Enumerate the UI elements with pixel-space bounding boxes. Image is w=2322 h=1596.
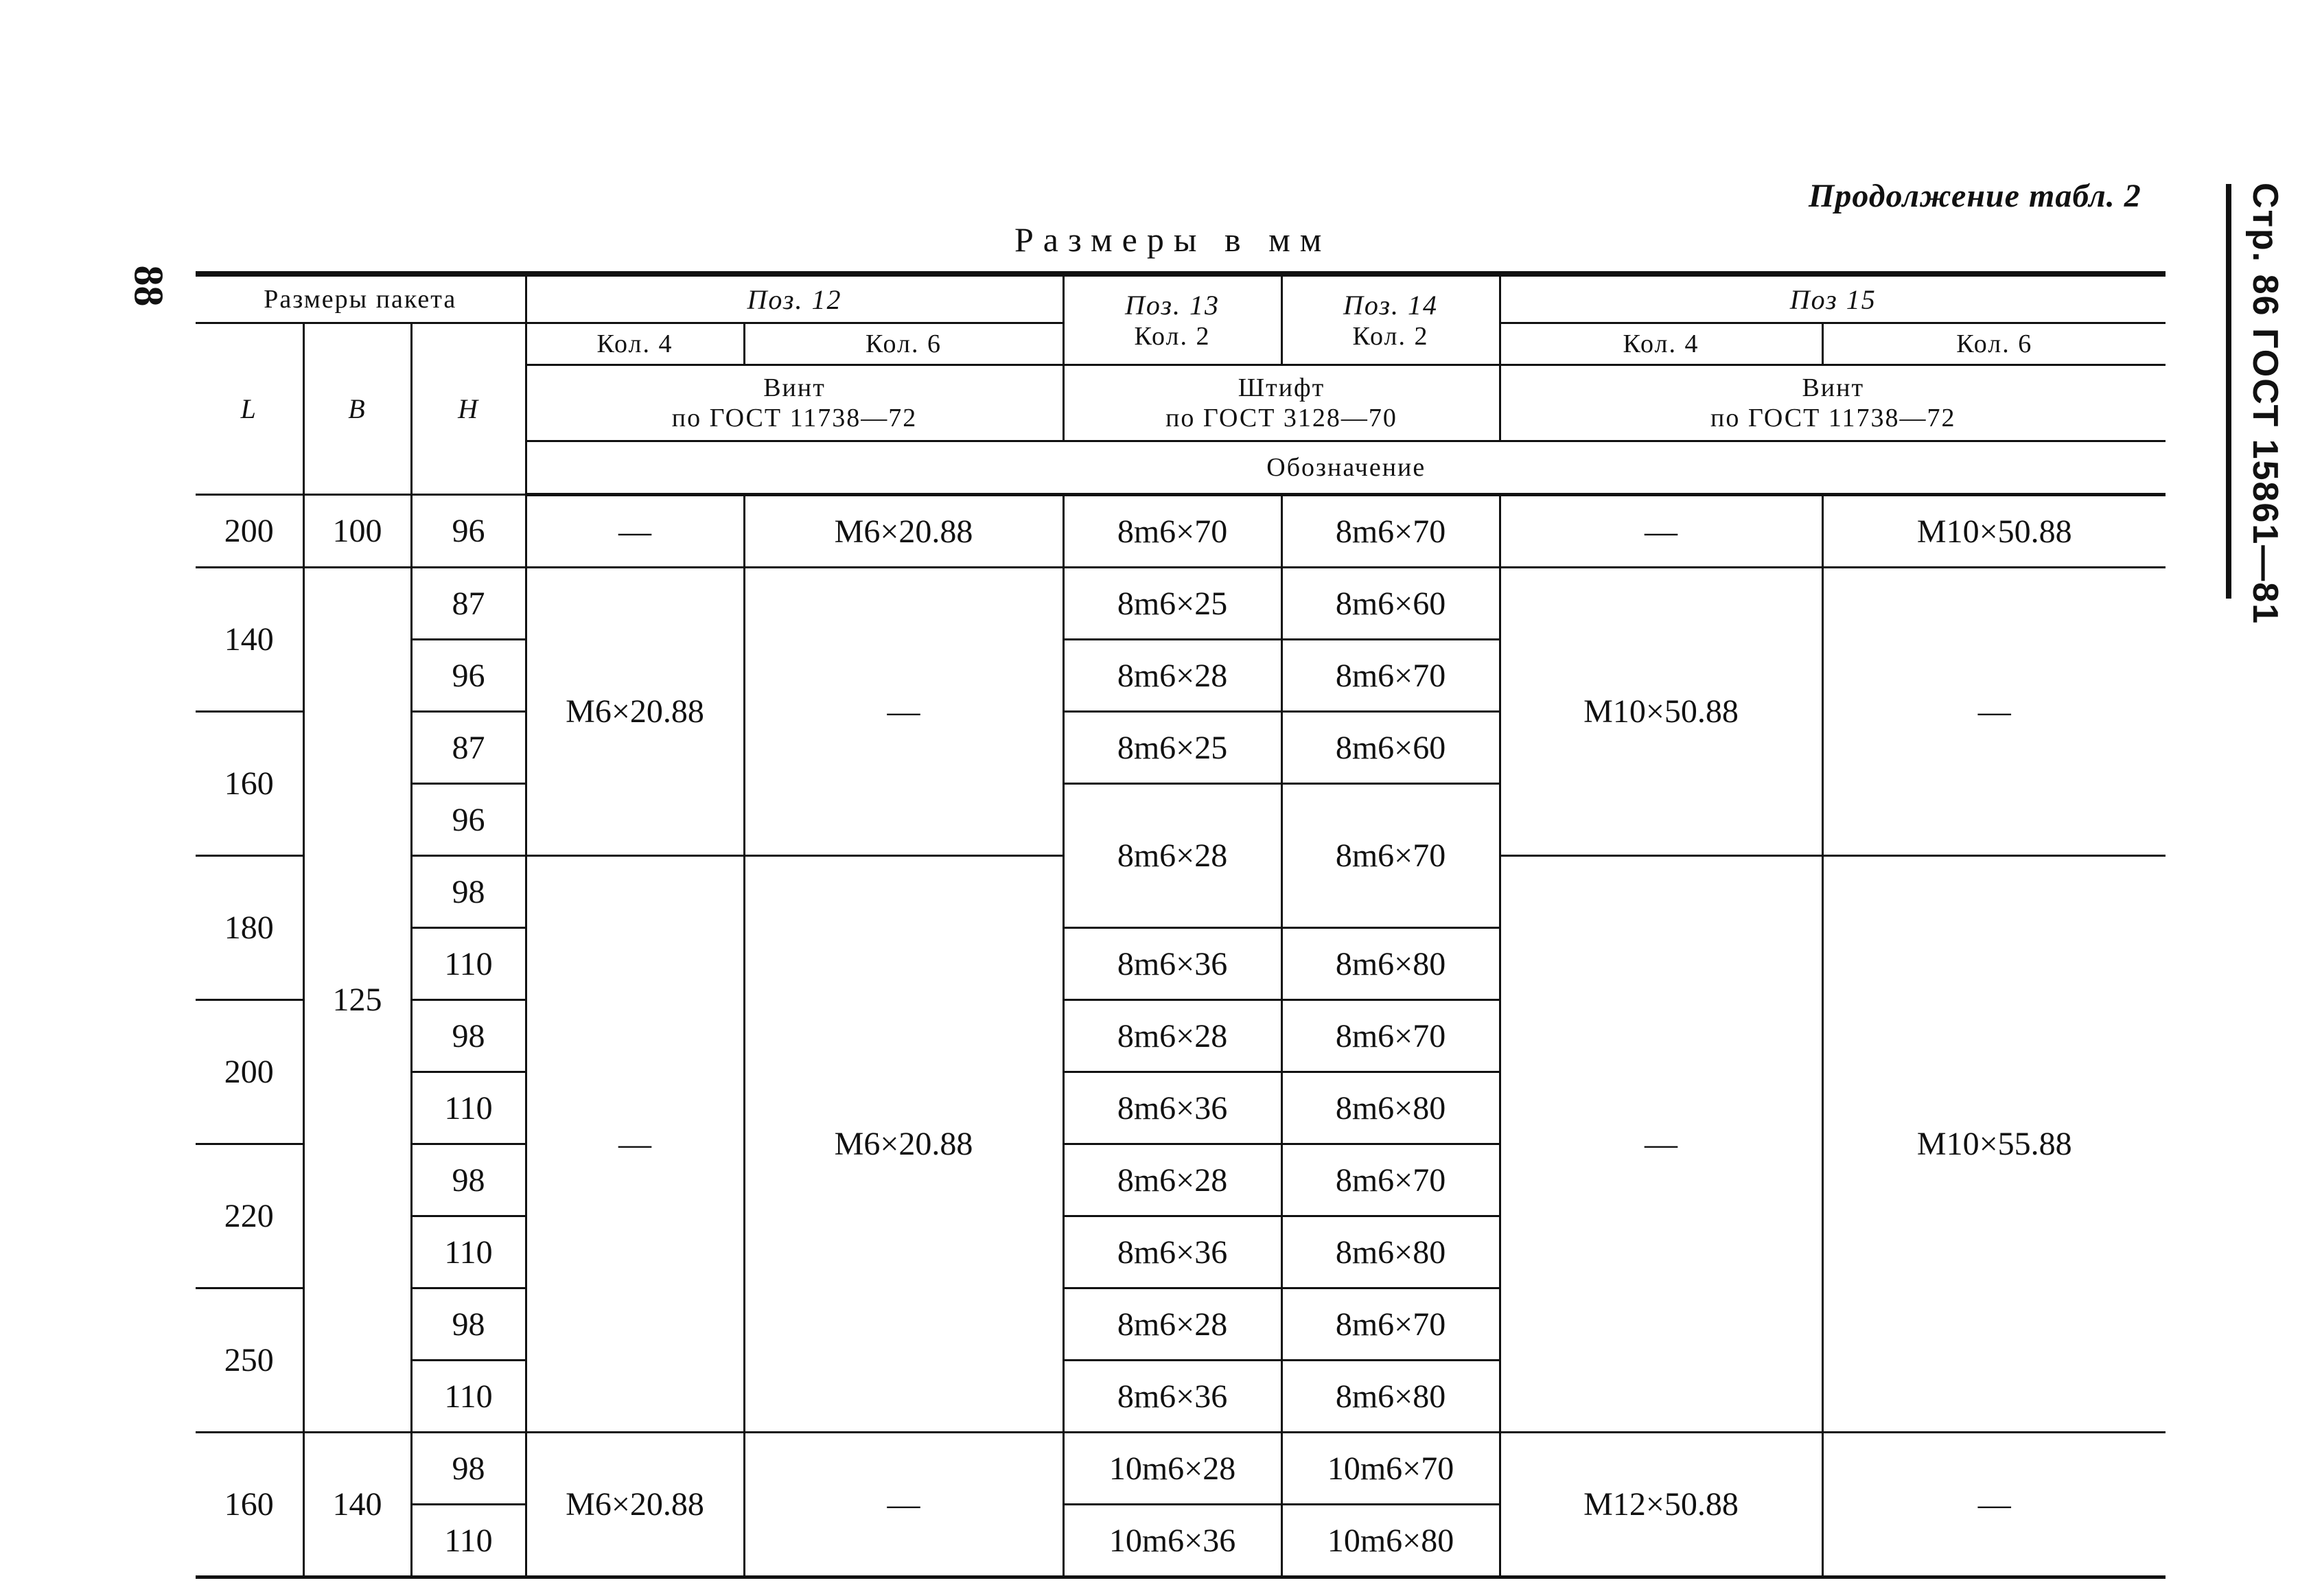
running-head: Стр. 86 ГОСТ 15861—81	[2245, 183, 2285, 625]
cell-poz13: 10m6×28	[1063, 1433, 1281, 1505]
cell-poz12-kol4: M6×20.88	[526, 1433, 744, 1577]
cell-poz14: 8m6×80	[1281, 1361, 1500, 1433]
cell-B: 100	[303, 495, 411, 568]
cell-H: 110	[411, 1505, 526, 1577]
cell-H: 96	[411, 640, 526, 712]
cell-H: 110	[411, 1072, 526, 1144]
header-screw-a-name: Винт	[763, 373, 826, 402]
header-poz-14-qty: Кол. 2	[1352, 322, 1429, 351]
cell-poz14: 8m6×60	[1281, 568, 1500, 640]
cell-poz15-kol4: M10×50.88	[1500, 568, 1822, 856]
cell-poz14: 8m6×70	[1281, 784, 1500, 928]
cell-poz14: 8m6×80	[1281, 1216, 1500, 1288]
cell-H: 98	[411, 1000, 526, 1072]
cell-poz14: 8m6×70	[1281, 495, 1500, 568]
header-designation: Обозначение	[526, 441, 2166, 495]
cell-poz15-kol6: —	[1822, 1433, 2166, 1577]
cell-L: 220	[196, 1144, 303, 1288]
header-pin	[1063, 365, 1500, 441]
header-pin-standard: по ГОСТ 3128—70	[1165, 404, 1397, 432]
cell-H: 96	[411, 784, 526, 856]
header-poz-14-group	[1281, 274, 1500, 365]
cell-poz14: 8m6×80	[1281, 928, 1500, 1000]
cell-L: 200	[196, 1000, 303, 1144]
cell-H: 110	[411, 1216, 526, 1288]
header-poz-12-qty-6: Кол. 6	[744, 323, 1063, 365]
cell-poz13: 8m6×36	[1063, 1361, 1281, 1433]
header-screw-a	[526, 365, 1063, 441]
cell-H: 87	[411, 568, 526, 640]
specification-table	[196, 271, 2166, 1579]
cell-H: 98	[411, 856, 526, 928]
cell-poz12-kol6: M6×20.88	[744, 856, 1063, 1433]
header-col-B: B	[303, 323, 411, 495]
header-screw-b-name: Винт	[1802, 373, 1865, 402]
header-poz-15: Поз 15	[1500, 274, 2166, 323]
header-poz-15-qty-4: Кол. 4	[1500, 323, 1822, 365]
cell-poz14: 8m6×70	[1281, 640, 1500, 712]
cell-poz15-kol6: M10×50.88	[1822, 495, 2166, 568]
cell-poz12-kol6: —	[744, 568, 1063, 856]
cell-poz15-kol4: M12×50.88	[1500, 1433, 1822, 1577]
header-poz-15-qty-6: Кол. 6	[1822, 323, 2166, 365]
cell-poz12-kol6: M6×20.88	[744, 495, 1063, 568]
cell-H: 98	[411, 1288, 526, 1361]
page-number: 88	[126, 265, 172, 307]
cell-poz14: 8m6×80	[1281, 1072, 1500, 1144]
cell-poz12-kol4: —	[526, 495, 744, 568]
header-poz-14: Поз. 14	[1343, 290, 1438, 321]
cell-poz13: 8m6×28	[1063, 1000, 1281, 1072]
cell-poz14: 10m6×80	[1281, 1505, 1500, 1577]
cell-poz13: 10m6×36	[1063, 1505, 1281, 1577]
cell-poz14: 10m6×70	[1281, 1433, 1500, 1505]
cell-poz13: 8m6×70	[1063, 495, 1281, 568]
cell-L: 160	[196, 712, 303, 856]
header-screw-a-standard: по ГОСТ 11738—72	[671, 404, 918, 432]
cell-poz13: 8m6×25	[1063, 568, 1281, 640]
table-caption: Продолжение табл. 2	[1809, 178, 2141, 214]
cell-poz14: 8m6×60	[1281, 712, 1500, 784]
cell-H: 110	[411, 928, 526, 1000]
cell-poz13: 8m6×25	[1063, 712, 1281, 784]
cell-L: 180	[196, 856, 303, 1000]
header-poz-13-qty: Кол. 2	[1134, 322, 1211, 351]
running-head-rule	[2226, 184, 2231, 599]
cell-poz13: 8m6×36	[1063, 928, 1281, 1000]
cell-L: 200	[196, 495, 303, 568]
header-packet-sizes: Размеры пакета	[196, 274, 526, 323]
header-col-L: L	[196, 323, 303, 495]
cell-poz14: 8m6×70	[1281, 1288, 1500, 1361]
cell-poz12-kol4: —	[526, 856, 744, 1433]
cell-poz15-kol6: M10×55.88	[1822, 856, 2166, 1433]
cell-H: 96	[411, 495, 526, 568]
cell-H: 98	[411, 1433, 526, 1505]
table-title: Размеры в мм	[1014, 220, 1332, 259]
cell-poz15-kol4: —	[1500, 856, 1822, 1433]
cell-H: 87	[411, 712, 526, 784]
header-screw-b	[1500, 365, 2166, 441]
cell-L: 160	[196, 1433, 303, 1577]
header-col-H: H	[411, 323, 526, 495]
cell-B: 125	[303, 568, 411, 1433]
cell-B: 140	[303, 1433, 411, 1577]
cell-poz14: 8m6×70	[1281, 1144, 1500, 1216]
cell-poz15-kol4: —	[1500, 495, 1822, 568]
cell-H: 98	[411, 1144, 526, 1216]
cell-poz13: 8m6×36	[1063, 1072, 1281, 1144]
cell-L: 250	[196, 1288, 303, 1433]
cell-poz12-kol6: —	[744, 1433, 1063, 1577]
cell-poz13: 8m6×28	[1063, 784, 1281, 928]
cell-poz14: 8m6×70	[1281, 1000, 1500, 1072]
cell-poz13: 8m6×36	[1063, 1216, 1281, 1288]
header-poz-12: Поз. 12	[526, 274, 1063, 323]
header-poz-13-group	[1063, 274, 1281, 365]
cell-poz12-kol4: M6×20.88	[526, 568, 744, 856]
cell-H: 110	[411, 1361, 526, 1433]
header-pin-name: Штифт	[1238, 373, 1325, 402]
cell-poz13: 8m6×28	[1063, 1144, 1281, 1216]
cell-poz13: 8m6×28	[1063, 640, 1281, 712]
header-screw-b-standard: по ГОСТ 11738—72	[1710, 404, 1956, 432]
header-poz-13: Поз. 13	[1125, 290, 1220, 321]
cell-L: 140	[196, 568, 303, 712]
header-poz-12-qty-4: Кол. 4	[526, 323, 744, 365]
cell-poz13: 8m6×28	[1063, 1288, 1281, 1361]
cell-poz15-kol6: —	[1822, 568, 2166, 856]
